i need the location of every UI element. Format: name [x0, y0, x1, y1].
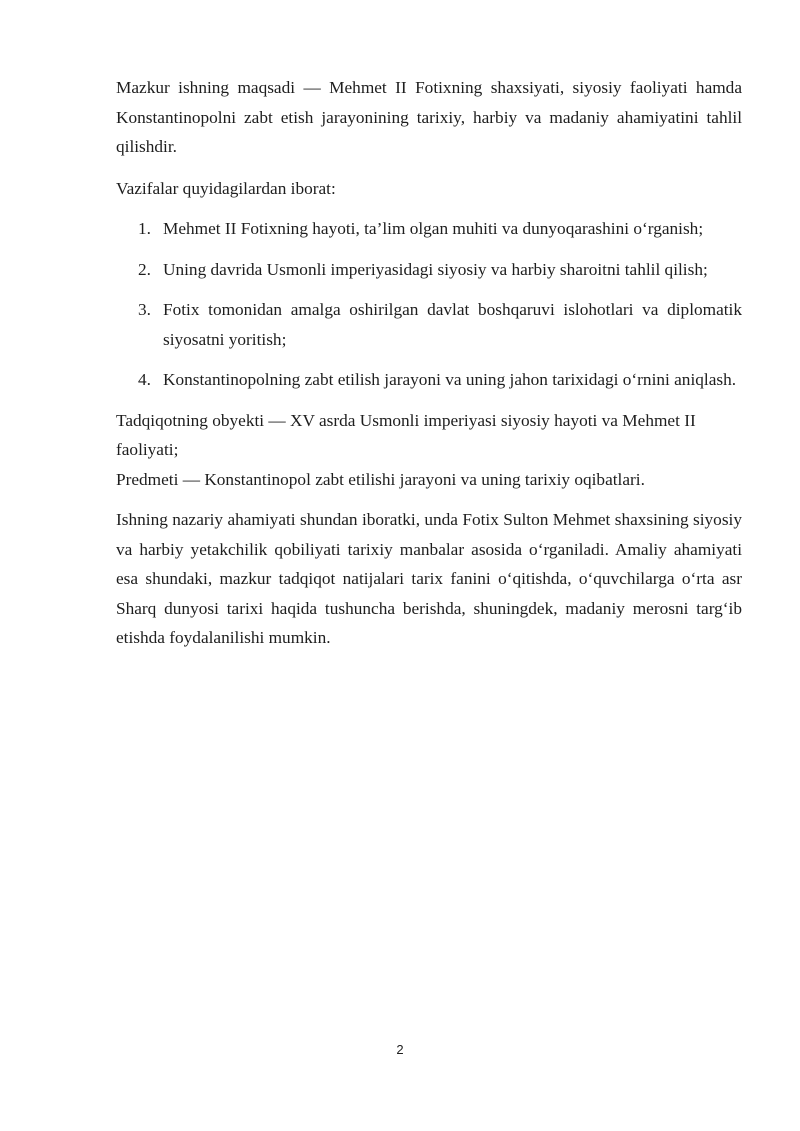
significance-paragraph: Ishning nazariy ahamiyati shundan iboratki, unda Fotix Sulton Mehmet shaxsining siyosiy va harbiy yetakchilik qobiliyati tarixiy manbalar asosida o‘rganiladi. Amaliy ahamiyati esa shundaki, mazkur tadqiqot natijalari tarix fanini o‘qitishda, o‘quvchilarga o‘rta asr Sharq dunyosi tarixi haqida tushuncha berishda, shuningdek, madaniy merosni targ‘ib etishda foydalanilishi mumkin.: [116, 510, 742, 647]
list-item: [116, 255, 742, 285]
research-object-paragraph: Tadqiqotning obyekti — XV asrda Usmonli imperiyasi siyosiy hayoti va Mehmet II faoliyati;: [116, 410, 696, 459]
list-item: [116, 214, 742, 244]
list-item-text: Mehmet II Fotixning hayoti, ta’lim olgan muhiti va dunyoqarashini o‘rganish;: [163, 219, 704, 238]
research-subject-paragraph: Predmeti — Konstantinopol zabt etilishi jarayoni va uning tarixiy oqibatlari.: [116, 469, 645, 489]
list-item-text: Uning davrida Usmonli imperiyasidagi siyosiy va harbiy sharoitni tahlil qilish;: [163, 259, 708, 279]
tasks-intro: Vazifalar quyidagilardan iborat:: [116, 178, 336, 198]
list-item-number: 4.: [138, 370, 151, 389]
purpose-paragraph: Mazkur ishning maqsadi — Mehmet II Fotixning shaxsiyati, siyosiy faoliyati hamda Konstantinopolni zabt etish jarayonining tarixiy, harbiy va madaniy ahamiyatini tahlil qilishdir.: [116, 78, 742, 156]
list-item-number: 2.: [138, 259, 151, 279]
list-item: [116, 365, 742, 395]
document-body: [116, 73, 742, 653]
list-item-number: 1.: [138, 219, 151, 238]
list-item-text: Fotix tomonidan amalga oshirilgan davlat boshqaruvi islohotlari va diplomatik siyosatni yoritish;: [163, 300, 742, 349]
page-number: 2: [396, 1042, 404, 1057]
list-item-number: 3.: [138, 300, 151, 319]
list-item: [116, 295, 742, 354]
tasks-list: [116, 214, 742, 395]
list-item-text: Konstantinopolning zabt etilish jarayoni va uning jahon tarixidagi o‘rnini aniqlash.: [163, 370, 737, 389]
